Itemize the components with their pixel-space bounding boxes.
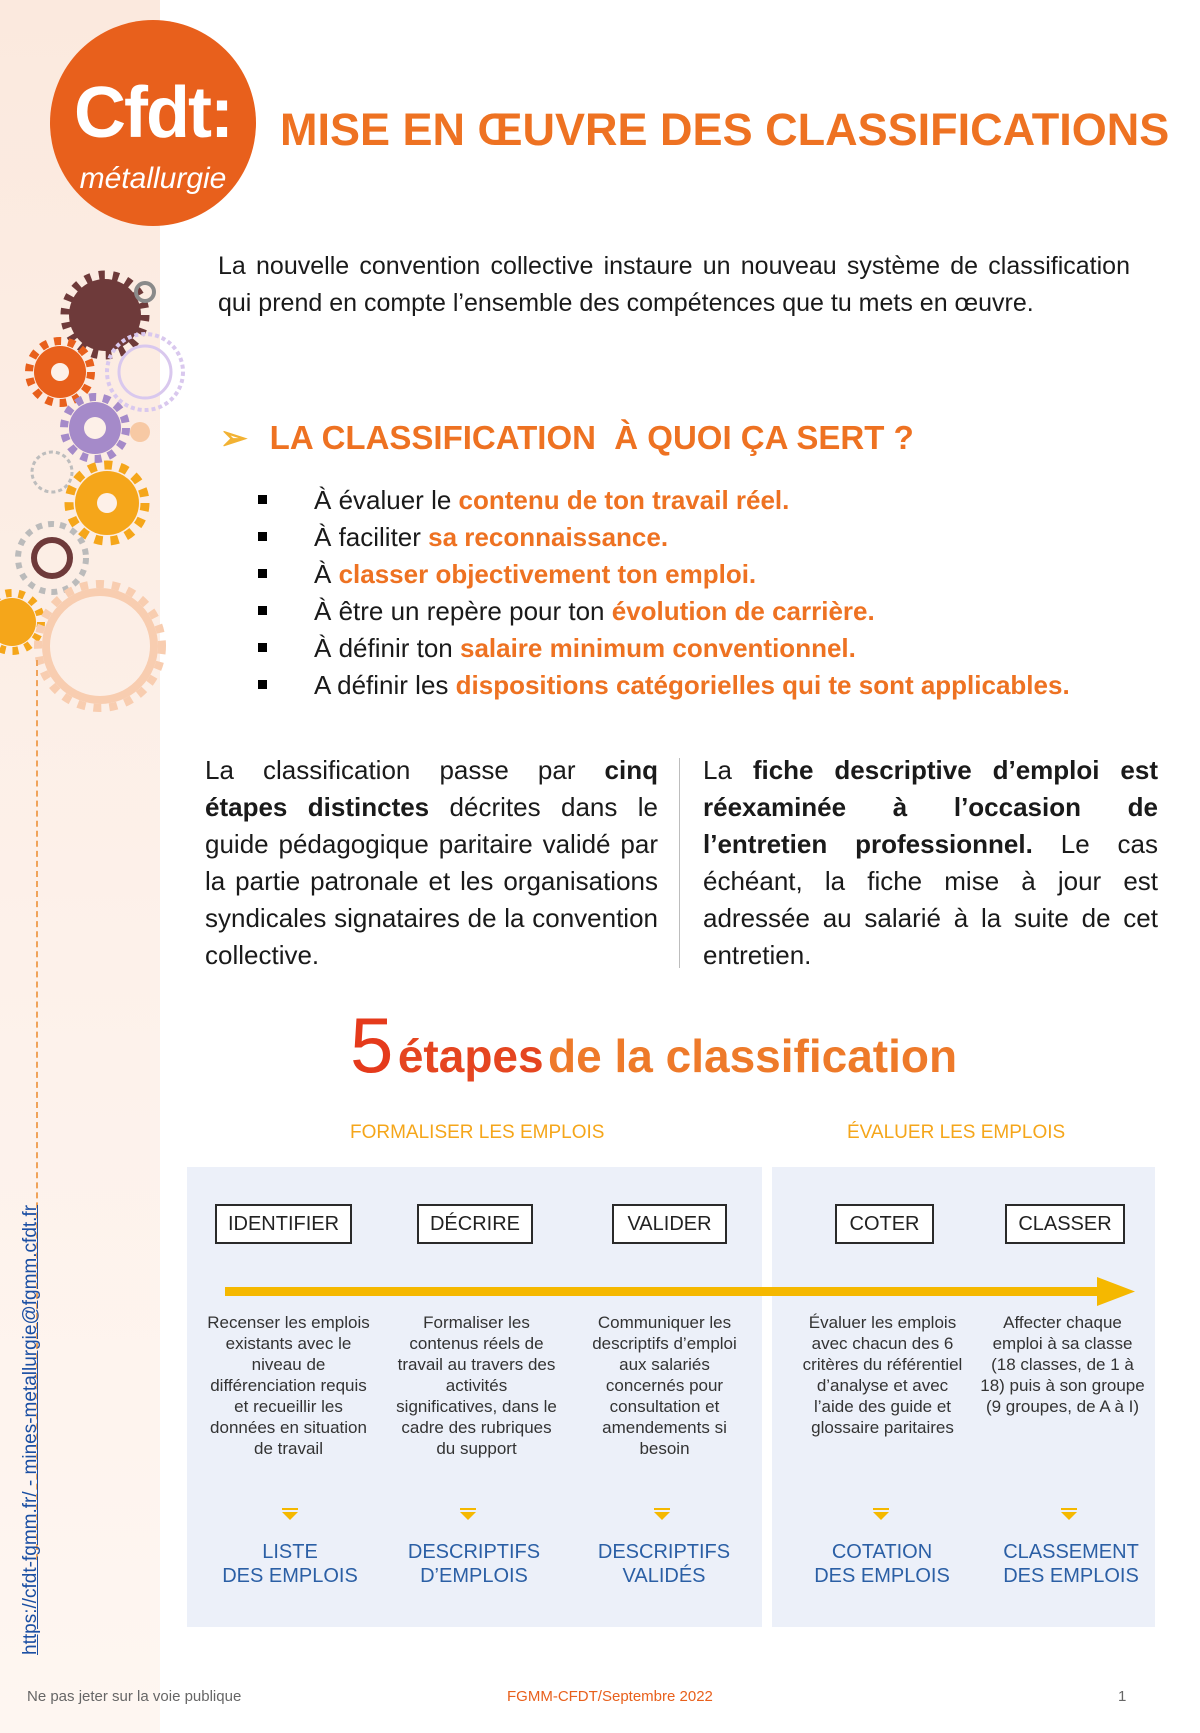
step-result bbox=[205, 1540, 375, 1588]
step-result-line: DESCRIPTIFS bbox=[597, 1541, 731, 1563]
purpose-list bbox=[258, 482, 1070, 704]
list-item bbox=[258, 482, 1070, 519]
list-item-highlight: dispositions catégorielles qui te sont applicables. bbox=[455, 670, 1070, 700]
column-divider bbox=[679, 758, 680, 968]
step-result bbox=[579, 1540, 749, 1588]
paragraph-bold-text: fiche descriptive d’emploi est réexaminée à l’occasion de l’entretien professionnel. bbox=[703, 755, 1158, 859]
square-bullet-icon bbox=[258, 569, 267, 578]
step-result-line: CLASSEMENT bbox=[1003, 1541, 1139, 1563]
list-item-text: À faciliter bbox=[314, 522, 429, 552]
step-result-line: LISTE bbox=[262, 1541, 318, 1563]
list-item bbox=[258, 630, 1070, 667]
logo-sub-text: métallurgie bbox=[79, 162, 227, 195]
steps-heading bbox=[350, 1000, 957, 1091]
paragraph-text: La classification passe par bbox=[205, 755, 605, 785]
gear-icon bbox=[32, 452, 72, 492]
step-result-line: DES EMPLOIS bbox=[1003, 1565, 1139, 1587]
step-description: Communiquer les descriptifs d’emploi aux salariés concernés pour consultation et amendements si besoin bbox=[592, 1313, 737, 1458]
gear-icon bbox=[64, 397, 126, 459]
page-title: MISE EN ŒUVRE DES CLASSIFICATIONS bbox=[280, 104, 1170, 155]
gears-decoration bbox=[0, 260, 200, 720]
step-result-line: DES EMPLOIS bbox=[814, 1565, 950, 1587]
gear-icon bbox=[18, 524, 86, 592]
arrowhead-bullet-icon: ➢ bbox=[220, 419, 248, 456]
gear-icon bbox=[107, 334, 183, 410]
page-number: 1 bbox=[1118, 1688, 1127, 1705]
gear-icon bbox=[69, 465, 145, 541]
side-contact-link[interactable]: https://cfdt-fgmm.fr/ - mines-metallurgie@fgmm.cfdt.fr bbox=[20, 1204, 41, 1655]
step-result bbox=[797, 1540, 967, 1588]
square-bullet-icon bbox=[258, 606, 267, 615]
gear-icon bbox=[130, 422, 150, 442]
step-result-line: D’EMPLOIS bbox=[420, 1565, 528, 1587]
list-item-highlight: classer objectivement ton emploi. bbox=[338, 559, 757, 589]
section-heading bbox=[220, 418, 914, 457]
paragraph-text: La bbox=[703, 755, 753, 785]
down-triangle-icon bbox=[873, 1508, 889, 1520]
intro-paragraph: La nouvelle convention collective instaure un nouveau système de classification qui prend en compte l’ensemble des compétences que tu mets en œuvre. bbox=[218, 252, 1130, 317]
down-triangle-icon bbox=[654, 1508, 670, 1520]
step-box-decrire: DÉCRIRE bbox=[417, 1204, 533, 1244]
step-result-line: VALIDÉS bbox=[622, 1565, 706, 1587]
step-result bbox=[986, 1540, 1156, 1588]
step-description: Évaluer les emplois avec chacun des 6 critères du référentiel d’analyse et avec l’aide des guide et glossaire paritaires bbox=[802, 1313, 963, 1437]
footer-center: FGMM-CFDT/Septembre 2022 bbox=[507, 1688, 713, 1705]
section-heading-text: LA CLASSIFICATION À QUOI ÇA SERT ? bbox=[269, 419, 914, 456]
step-result-line: DESCRIPTIFS bbox=[407, 1541, 541, 1563]
step-box-identifier: IDENTIFIER bbox=[215, 1204, 352, 1244]
down-triangle-icon bbox=[282, 1508, 298, 1520]
paragraph-text: Le cas échéant, la fiche mise à jour est adressée au salarié à la suite de cet entretien. bbox=[703, 829, 1159, 970]
step-result bbox=[389, 1540, 559, 1588]
gear-icon bbox=[65, 275, 145, 355]
list-item-highlight: contenu de ton travail réel. bbox=[458, 485, 790, 515]
square-bullet-icon bbox=[258, 643, 267, 652]
gear-icon bbox=[29, 341, 91, 403]
gear-icon bbox=[38, 584, 162, 708]
list-item bbox=[258, 556, 1070, 593]
steps-heading-word: étapes bbox=[397, 1030, 544, 1082]
step-result-line: COTATION bbox=[831, 1541, 933, 1563]
square-bullet-icon bbox=[258, 680, 267, 689]
step-description: Recenser les emplois existants avec le niveau de différenciation requis et recueillir les données en situation de travail bbox=[207, 1313, 370, 1458]
paragraph-bold-text: cinq étapes distinctes bbox=[205, 755, 658, 822]
step-box-classer: CLASSER bbox=[1005, 1204, 1125, 1244]
list-item-highlight: sa reconnaissance. bbox=[428, 522, 669, 552]
step-description: Affecter chaque emploi à sa classe (18 classes, de 1 à 18) puis à son groupe (9 groupes, de A à I) bbox=[980, 1313, 1145, 1416]
list-item bbox=[258, 593, 1070, 630]
group-label-evaluer: ÉVALUER LES EMPLOIS bbox=[847, 1122, 1066, 1143]
list-item-text: A définir les bbox=[314, 670, 456, 700]
list-item bbox=[258, 519, 1070, 556]
group-label-formaliser: FORMALISER LES EMPLOIS bbox=[350, 1122, 605, 1143]
list-item-text: À évaluer le bbox=[314, 485, 459, 515]
list-item bbox=[258, 667, 1070, 704]
paragraph-text: décrites dans le guide pédagogique paritaire validé par la partie patronale et les organisations syndicales signataires de la convention collective. bbox=[205, 792, 658, 970]
step-description: Formaliser les contenus réels de travail au travers des activités significatives, dans le cadre des rubriques du support bbox=[396, 1313, 557, 1458]
square-bullet-icon bbox=[258, 532, 267, 541]
step-box-coter: COTER bbox=[835, 1204, 934, 1244]
list-item-text: À définir ton bbox=[314, 633, 460, 663]
step-result-line: DES EMPLOIS bbox=[222, 1565, 358, 1587]
down-triangle-icon bbox=[1061, 1508, 1077, 1520]
steps-heading-rest: de la classification bbox=[548, 1030, 958, 1082]
classification-paragraph bbox=[205, 752, 658, 974]
cfdt-logo bbox=[50, 20, 256, 226]
list-item-text: À être un repère pour ton bbox=[314, 596, 612, 626]
flow-arrow bbox=[225, 1275, 1135, 1307]
step-box-valider: VALIDER bbox=[612, 1204, 727, 1244]
list-item-highlight: évolution de carrière. bbox=[611, 596, 875, 626]
square-bullet-icon bbox=[258, 495, 267, 504]
list-item-text: À bbox=[314, 559, 339, 589]
down-triangle-icon bbox=[460, 1508, 476, 1520]
footer-left: Ne pas jeter sur la voie publique bbox=[27, 1688, 242, 1705]
steps-heading-number: 5 bbox=[350, 1001, 394, 1089]
logo-main-text: Cfdt: bbox=[74, 73, 232, 153]
list-item-highlight: salaire minimum conventionnel. bbox=[459, 633, 856, 663]
job-sheet-paragraph bbox=[703, 752, 1158, 974]
